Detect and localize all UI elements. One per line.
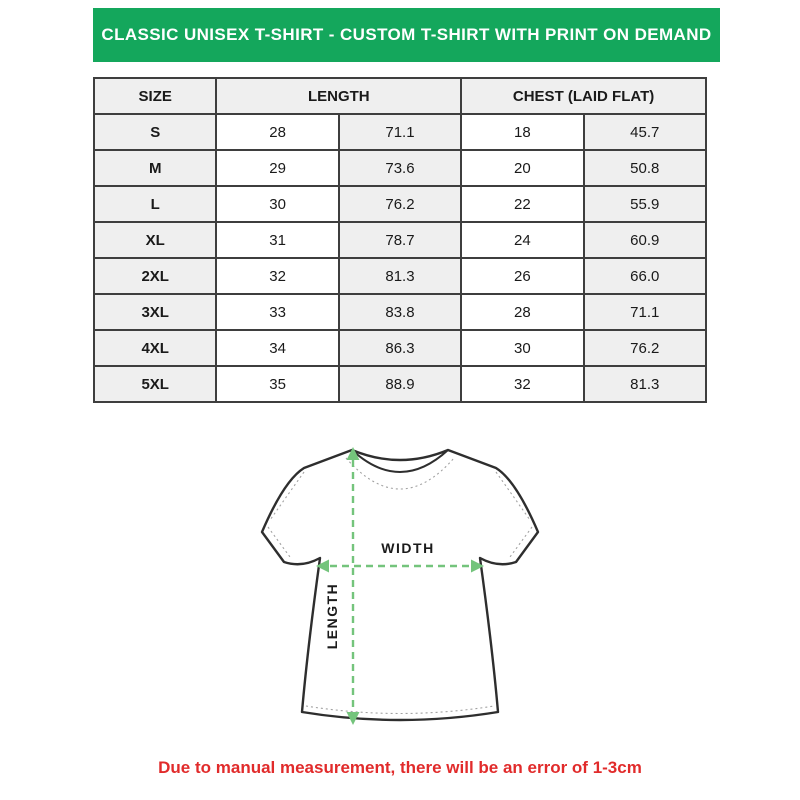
cell-size: 2XL bbox=[94, 258, 216, 294]
cell-length-in: 33 bbox=[216, 294, 338, 330]
cell-chest-in: 22 bbox=[461, 186, 583, 222]
tshirt-illustration bbox=[240, 426, 560, 746]
cell-size: S bbox=[94, 114, 216, 150]
header-chest: CHEST (LAID FLAT) bbox=[461, 78, 706, 114]
cell-chest-in: 18 bbox=[461, 114, 583, 150]
cell-chest-in: 26 bbox=[461, 258, 583, 294]
width-label: WIDTH bbox=[381, 540, 435, 556]
cell-chest-in: 24 bbox=[461, 222, 583, 258]
cell-length-in: 29 bbox=[216, 150, 338, 186]
cell-chest-cm: 60.9 bbox=[584, 222, 706, 258]
cell-length-in: 32 bbox=[216, 258, 338, 294]
header-row bbox=[94, 78, 706, 114]
cell-chest-cm: 45.7 bbox=[584, 114, 706, 150]
cell-length-in: 31 bbox=[216, 222, 338, 258]
length-label: LENGTH bbox=[324, 582, 340, 650]
table-row bbox=[94, 366, 706, 402]
cell-chest-cm: 76.2 bbox=[584, 330, 706, 366]
header-length: LENGTH bbox=[216, 78, 461, 114]
cell-size: M bbox=[94, 150, 216, 186]
cell-chest-cm: 66.0 bbox=[584, 258, 706, 294]
table-row bbox=[94, 186, 706, 222]
cell-chest-in: 30 bbox=[461, 330, 583, 366]
cell-chest-in: 20 bbox=[461, 150, 583, 186]
cell-size: 5XL bbox=[94, 366, 216, 402]
cell-length-cm: 71.1 bbox=[339, 114, 461, 150]
cell-size: 3XL bbox=[94, 294, 216, 330]
cell-length-cm: 86.3 bbox=[339, 330, 461, 366]
size-table-body bbox=[94, 114, 706, 402]
cell-length-cm: 78.7 bbox=[339, 222, 461, 258]
table-row bbox=[94, 330, 706, 366]
size-chart-table bbox=[93, 77, 707, 403]
cell-length-cm: 81.3 bbox=[339, 258, 461, 294]
cell-length-in: 30 bbox=[216, 186, 338, 222]
cell-chest-cm: 81.3 bbox=[584, 366, 706, 402]
cell-length-cm: 76.2 bbox=[339, 186, 461, 222]
cell-length-cm: 83.8 bbox=[339, 294, 461, 330]
table-row bbox=[94, 258, 706, 294]
cell-size: L bbox=[94, 186, 216, 222]
cell-chest-in: 28 bbox=[461, 294, 583, 330]
cell-length-cm: 73.6 bbox=[339, 150, 461, 186]
table-row bbox=[94, 294, 706, 330]
cell-size: XL bbox=[94, 222, 216, 258]
cell-chest-cm: 71.1 bbox=[584, 294, 706, 330]
cell-chest-in: 32 bbox=[461, 366, 583, 402]
cell-length-in: 35 bbox=[216, 366, 338, 402]
header-size: SIZE bbox=[94, 78, 216, 114]
table-row bbox=[94, 150, 706, 186]
cell-length-in: 34 bbox=[216, 330, 338, 366]
cell-length-in: 28 bbox=[216, 114, 338, 150]
tshirt-measurement-diagram bbox=[240, 426, 560, 746]
cell-length-cm: 88.9 bbox=[339, 366, 461, 402]
cell-chest-cm: 55.9 bbox=[584, 186, 706, 222]
cell-size: 4XL bbox=[94, 330, 216, 366]
table-row bbox=[94, 114, 706, 150]
table-row bbox=[94, 222, 706, 258]
cell-chest-cm: 50.8 bbox=[584, 150, 706, 186]
page-title: CLASSIC UNISEX T-SHIRT - CUSTOM T-SHIRT WITH PRINT ON DEMAND bbox=[101, 25, 712, 44]
title-banner bbox=[93, 8, 720, 62]
measurement-note: Due to manual measurement, there will be an error of 1-3cm bbox=[158, 758, 642, 777]
tshirt-outline bbox=[262, 450, 538, 720]
